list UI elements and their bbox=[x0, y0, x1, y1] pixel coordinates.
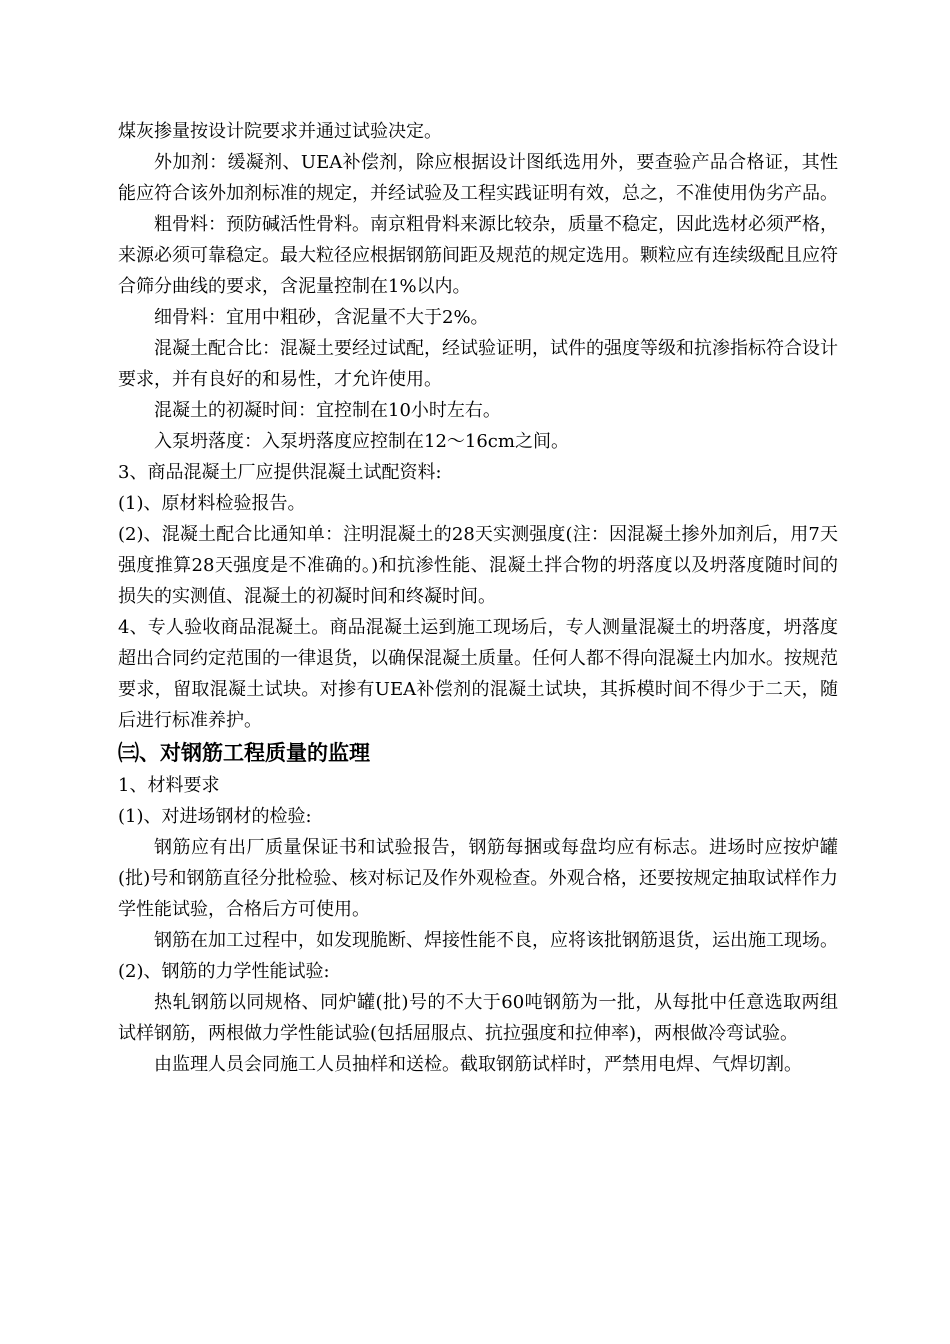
paragraph-item-3: 3、商品混凝土厂应提供混凝土试配资料: bbox=[118, 462, 442, 483]
paragraph-item-3-2: (2)、混凝土配合比通知单：注明混凝土的28天实测强度(注：因混凝土掺外加剂后，用7天强度推算28天强度是不准确的。)和抗渗性能、混凝土拌合物的坍落度以及坍落度随时间的损失的实测值、混凝土的初凝时间和终凝时间。 bbox=[118, 524, 838, 607]
paragraph-slump: 入泵坍落度：入泵坍落度应控制在12～16cm之间。 bbox=[154, 431, 569, 452]
paragraph-rebar-processing: 钢筋在加工过程中，如发现脆断、焊接性能不良，应将该批钢筋退货，运出施工现场。 bbox=[154, 930, 838, 951]
paragraph-material-requirements: 1、材料要求 bbox=[118, 775, 220, 796]
paragraph-mix-proportion: 混凝土配合比：混凝土要经过试配，经试验证明，试件的强度等级和抗渗指标符合设计要求，并有良好的和易性，才允许使用。 bbox=[118, 338, 838, 390]
section-heading-rebar: ㈢、对钢筋工程质量的监理 bbox=[118, 741, 370, 765]
paragraph-rebar-inspection-title: (1)、对进场钢材的检验: bbox=[118, 806, 312, 827]
document-body bbox=[118, 116, 838, 1080]
paragraph-item-4: 4、专人验收商品混凝土。商品混凝土运到施工现场后，专人测量混凝土的坍落度，坍落度超出合同约定范围的一律退货，以确保混凝土质量。任何人都不得向混凝土内加水。按规范要求，留取混凝土试块。对掺有UEA补偿剂的混凝土试块，其拆模时间不得少于二天，随后进行标准养护。 bbox=[118, 617, 838, 731]
paragraph-fine-aggregate: 细骨料：宜用中粗砂，含泥量不大于2%。 bbox=[154, 307, 489, 328]
paragraph-hot-rolled-rebar: 热轧钢筋以同规格、同炉罐(批)号的不大于60吨钢筋为一批，从每批中任意选取两组试样钢筋，两根做力学性能试验(包括屈服点、抗拉强度和拉伸率)，两根做冷弯试验。 bbox=[118, 992, 838, 1044]
paragraph-sampling: 由监理人员会同施工人员抽样和送检。截取钢筋试样时，严禁用电焊、气焊切割。 bbox=[154, 1054, 802, 1075]
paragraph-rebar-inspection: 钢筋应有出厂质量保证书和试验报告，钢筋每捆或每盘均应有标志。进场时应按炉罐(批)号和钢筋直径分批检验、核对标记及作外观检查。外观合格，还要按规定抽取试样作力学性能试验，合格后方可使用。 bbox=[118, 837, 838, 920]
paragraph-initial-set-time: 混凝土的初凝时间：宜控制在10小时左右。 bbox=[154, 400, 501, 421]
paragraph-mechanical-test-title: (2)、钢筋的力学性能试验: bbox=[118, 961, 330, 982]
paragraph-coarse-aggregate: 粗骨料：预防碱活性骨料。南京粗骨料来源比较杂，质量不稳定，因此选材必须严格，来源必须可靠稳定。最大粒径应根据钢筋间距及规范的规定选用。颗粒应有连续级配且应符合筛分曲线的要求，含泥量控制在1%以内。 bbox=[118, 214, 838, 297]
paragraph-item-3-1: (1)、原材料检验报告。 bbox=[118, 493, 306, 514]
paragraph-fly-ash: 煤灰掺量按设计院要求并通过试验决定。 bbox=[118, 121, 442, 142]
paragraph-admixture: 外加剂：缓凝剂、UEA补偿剂，除应根据设计图纸选用外，要查验产品合格证，其性能应符合该外加剂标准的规定，并经试验及工程实践证明有效，总之，不准使用伪劣产品。 bbox=[118, 152, 838, 204]
